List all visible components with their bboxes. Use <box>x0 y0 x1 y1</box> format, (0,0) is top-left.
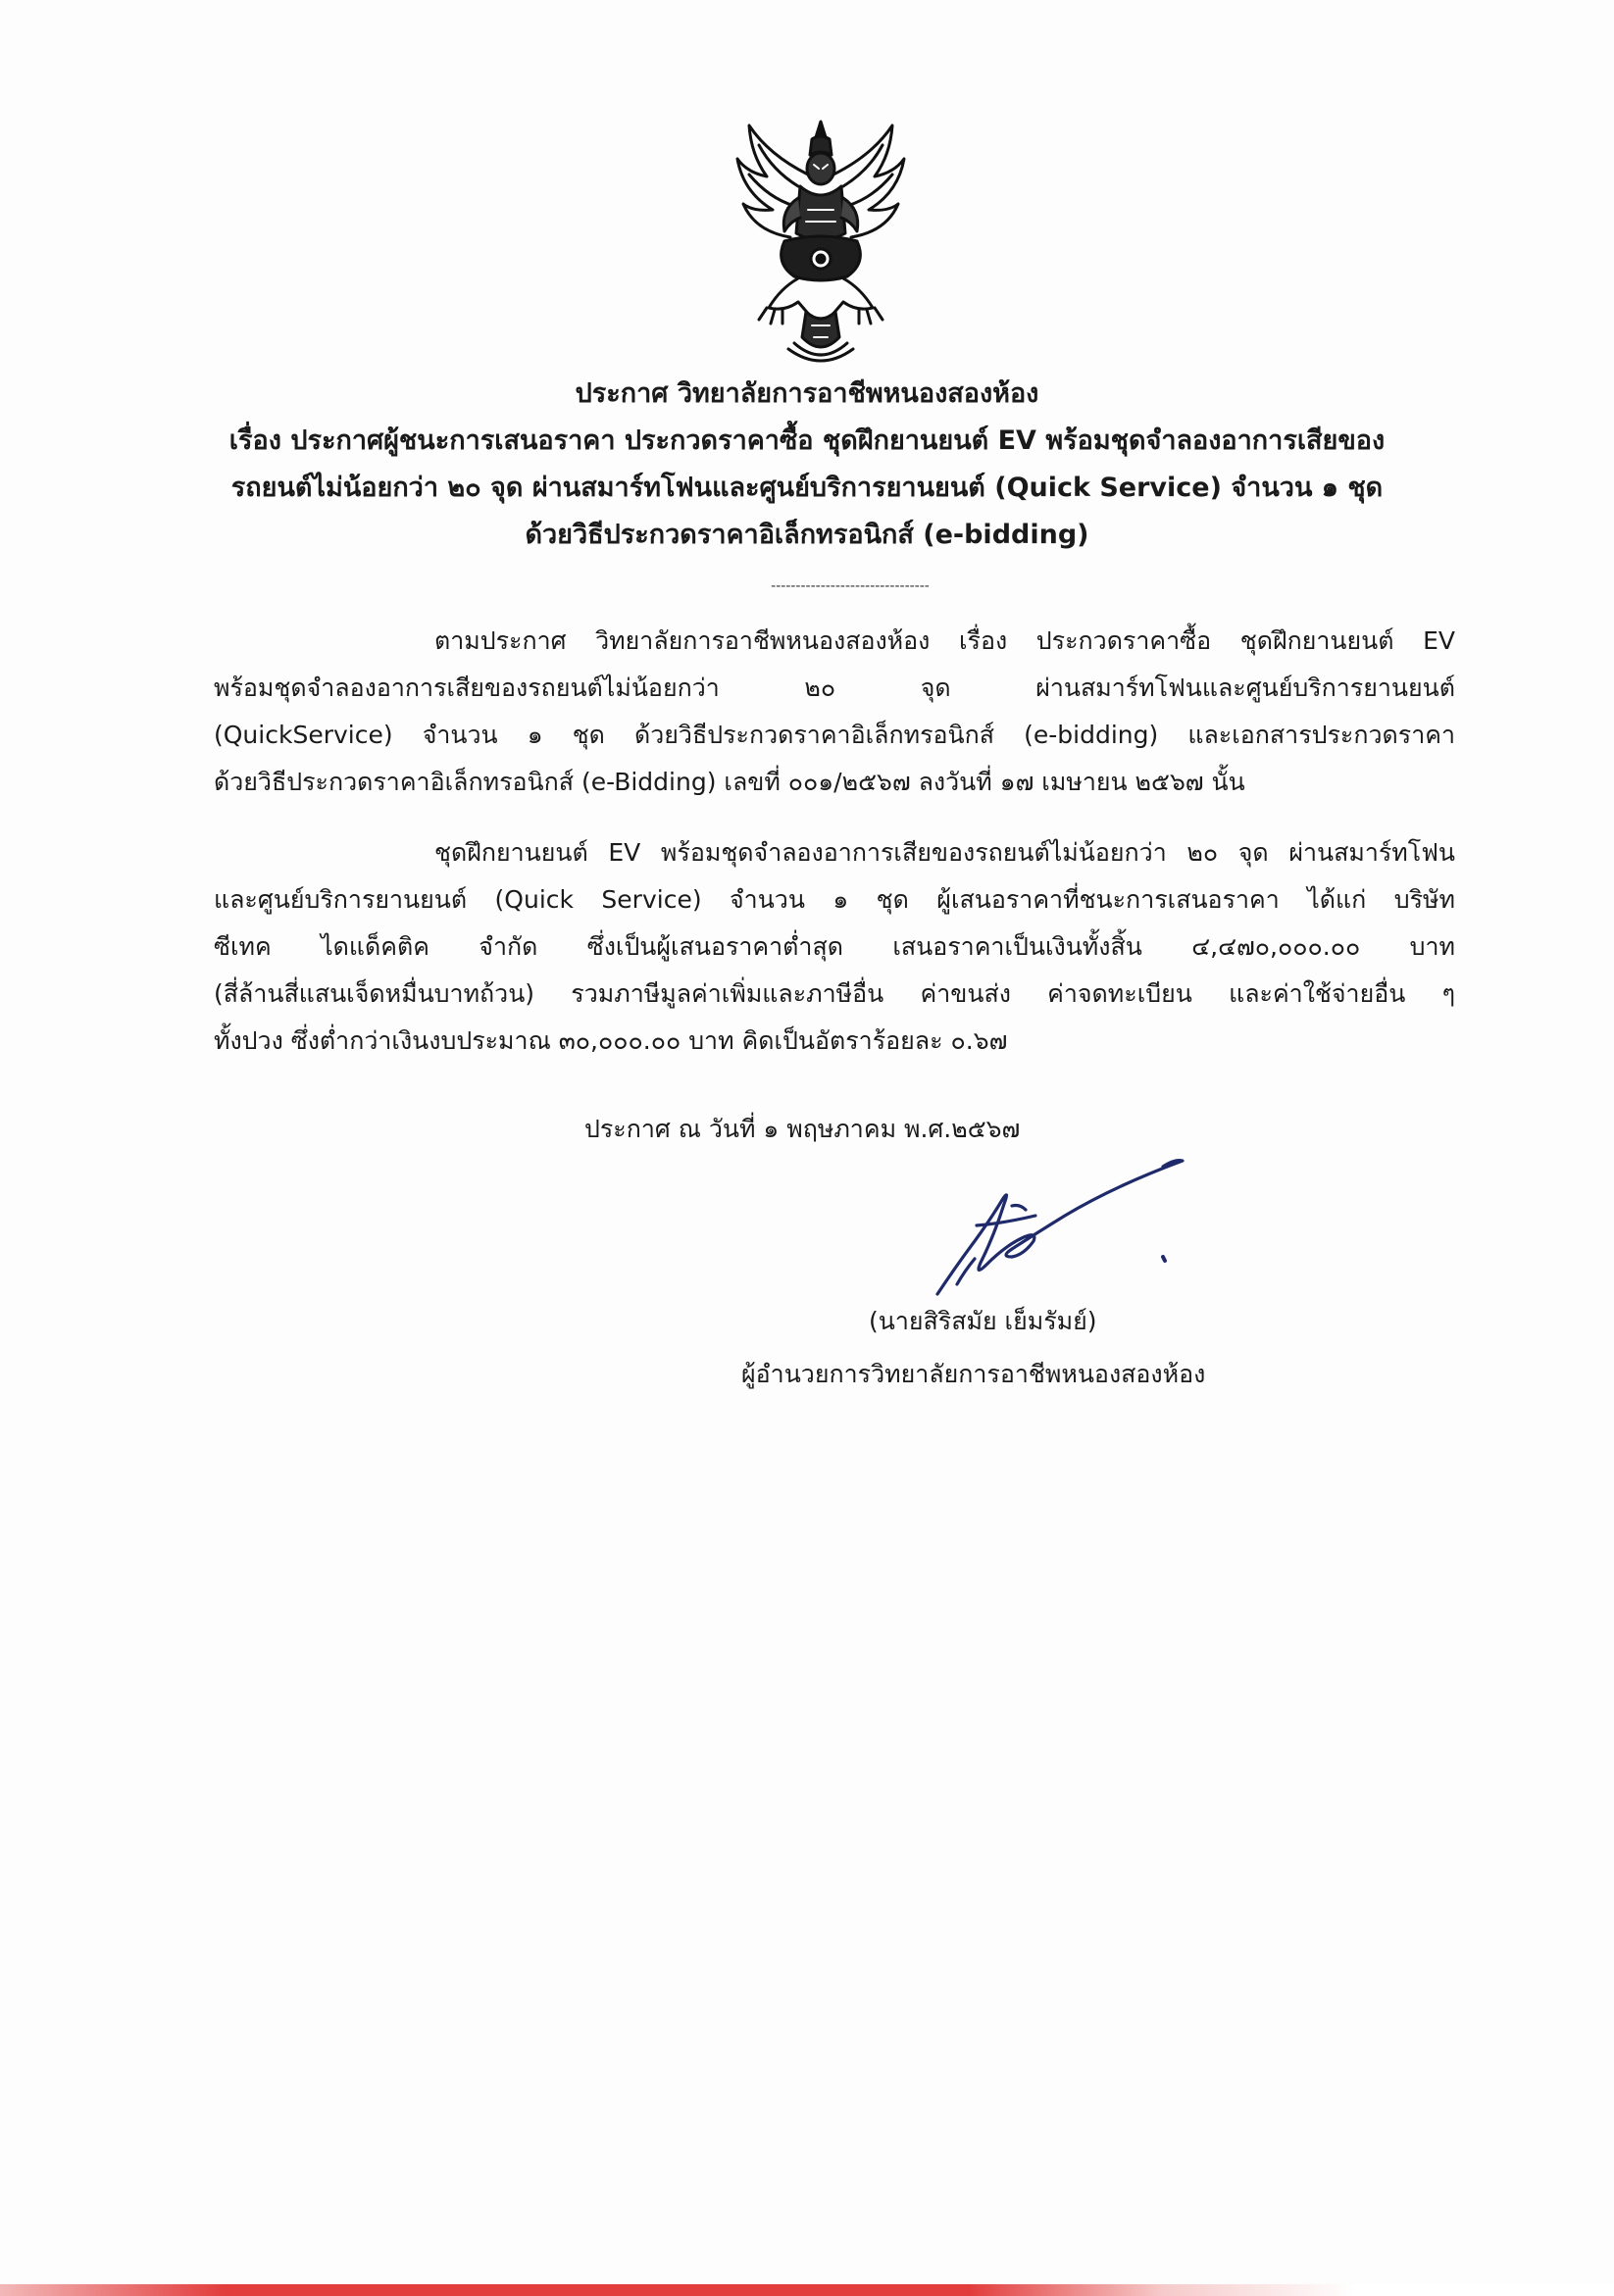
heading-title: ประกาศ วิทยาลัยการอาชีพหนองสองห้อง <box>575 378 1039 409</box>
paragraph-line: พร้อมชุดจำลองอาการเสียของรถยนต์ไม่น้อยกว่า ๒๐ จุด ผ่านสมาร์ทโฟนและศูนย์บริการยานยนต์ <box>214 674 1455 702</box>
paragraph-line: ทั้งปวง ซึ่งต่ำกว่าเงินงบประมาณ ๓๐,๐๐๐.๐๐ บาท คิดเป็นอัตราร้อยละ ๐.๖๗ <box>214 1026 1008 1055</box>
signatory-name: (นายสิริสมัย เย็มรัมย์) <box>869 1307 1097 1335</box>
garuda-emblem-icon <box>730 116 912 367</box>
separator-line: -------------------------------- <box>771 578 930 594</box>
paragraph-line: และศูนย์บริการยานยนต์ (Quick Service) จำนวน ๑ ชุด ผู้เสนอราคาที่ชนะการเสนอราคา ได้แก่ บริษัท <box>214 885 1455 914</box>
signatory-position: ผู้อำนวยการวิทยาลัยการอาชีพหนองสองห้อง <box>741 1360 1206 1388</box>
announcement-date: ประกาศ ณ วันที่ ๑ พฤษภาคม พ.ศ.๒๕๖๗ <box>584 1115 1021 1143</box>
handwritten-signature <box>918 1147 1202 1314</box>
paragraph-line: ชุดฝึกยานยนต์ EV พร้อมชุดจำลองอาการเสียของรถยนต์ไม่น้อยกว่า ๒๐ จุด ผ่านสมาร์ทโฟน <box>434 838 1455 867</box>
heading-subject-line-1: เรื่อง ประกาศผู้ชนะการเสนอราคา ประกวดราคาซื้อ ชุดฝึกยานยนต์ EV พร้อมชุดจำลองอาการเสียของ <box>228 425 1386 456</box>
announcement-heading <box>196 371 1418 559</box>
heading-subject-line-3: ด้วยวิธีประกวดราคาอิเล็กทรอนิกส์ (e-bidding) <box>525 520 1089 550</box>
paragraph-line: ด้วยวิธีประกวดราคาอิเล็กทรอนิกส์ (e-Bidding) เลขที่ ๐๐๑/๒๕๖๗ ลงวันที่ ๑๗ เมษายน ๒๕๖๗ นั้น <box>214 768 1245 796</box>
page-bottom-edge <box>0 2284 1614 2296</box>
paragraph-line: (สี่ล้านสี่แสนเจ็ดหมื่นบาทถ้วน) รวมภาษีมูลค่าเพิ่มและภาษีอื่น ค่าขนส่ง ค่าจดทะเบียน และค่าใช้จ่ายอื่น ๆ <box>214 979 1455 1008</box>
paragraph-winner <box>214 829 1455 1065</box>
paragraph-reference <box>214 618 1455 806</box>
heading-subject-line-2: รถยนต์ไม่น้อยกว่า ๒๐ จุด ผ่านสมาร์ทโฟนและศูนย์บริการยานยนต์ (Quick Service) จำนวน ๑ ชุด <box>230 473 1384 503</box>
paragraph-line: (QuickService) จำนวน ๑ ชุด ด้วยวิธีประกวดราคาอิเล็กทรอนิกส์ (e-bidding) และเอกสารประกวดราคา <box>214 721 1455 749</box>
paragraph-line: ซีเทค ไดแด็คติค จำกัด ซึ่งเป็นผู้เสนอราคาต่ำสุด เสนอราคาเป็นเงินทั้งสิ้น ๔,๔๗๐,๐๐๐.๐๐ บาท <box>214 932 1455 961</box>
paragraph-line: ตามประกาศ วิทยาลัยการอาชีพหนองสองห้อง เรื่อง ประกวดราคาซื้อ ชุดฝึกยานยนต์ EV <box>434 626 1455 655</box>
